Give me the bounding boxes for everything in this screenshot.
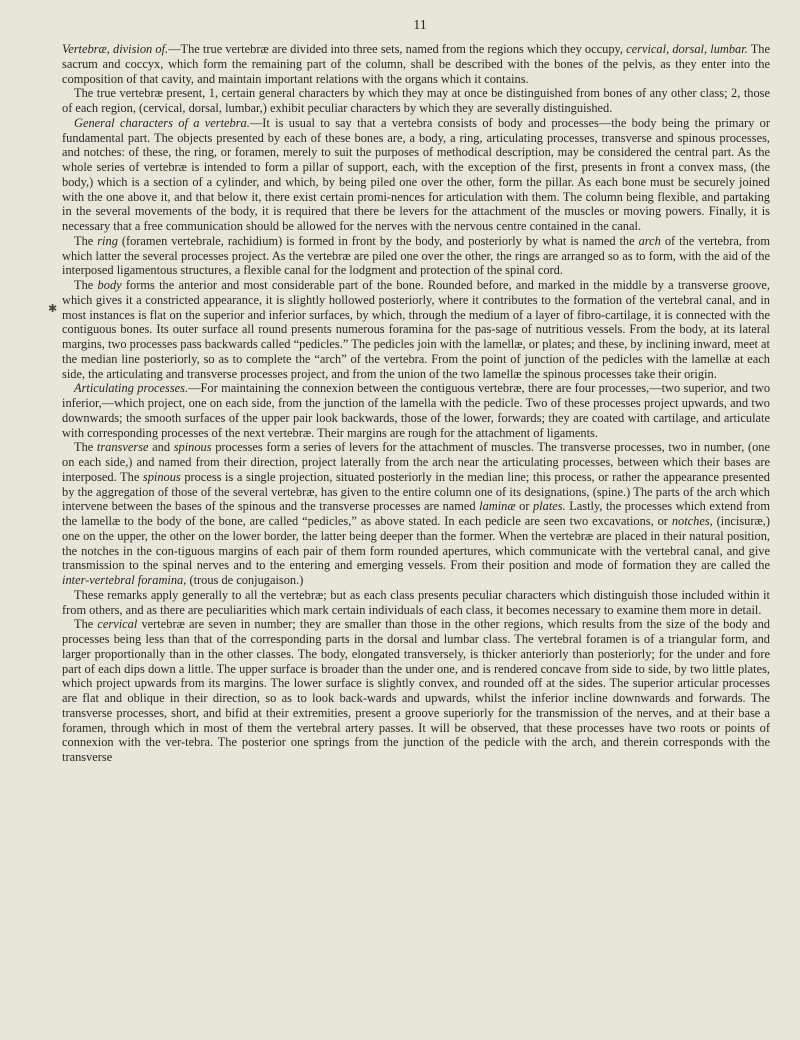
italic-run: Articulating processes. <box>74 381 189 396</box>
paragraph <box>62 234 770 278</box>
text-run: —The true vertebræ are divided into three sets, named from the regions which they occupy, <box>168 42 627 56</box>
paragraph <box>62 617 770 765</box>
paragraph <box>62 42 770 86</box>
paragraph <box>62 588 770 618</box>
italic-run: spinous <box>173 440 212 455</box>
text-run: processes form a series of levers for the attachment of muscles. The transverse processes, two in number, (one on each side,) and named from their direction, project laterally from the arch near the articulating processes, between which their bases are interposed. The <box>62 440 770 484</box>
italic-run: General characters of a vertebra. <box>74 115 250 130</box>
body-text <box>62 42 770 765</box>
text-run: (incisuræ,) one on the upper, the other on the lower border, the latter being deeper than the former. When the vertebræ are placed in their natural position, the notches in the con-tiguous margins of each pair of them form rounded apertures, which communicate with the vertebral canal, and give transmission to the spinal nerves and to the entering and emerging vessels. From their position and mode of formation they are called the <box>62 514 770 573</box>
italic-run: arch <box>638 233 661 248</box>
italic-run: transverse <box>96 440 149 455</box>
paragraph <box>62 278 770 381</box>
italic-run: plates. <box>532 499 566 514</box>
text-run: process is a single projection, situated posteriorly in the median line; this process, or rather the appearance presented by the aggregation of those of the several vertebræ, has given to the entire column one of its designations, (spine.) The parts of the arch which intervene between the bases of the spinous and the transverse processes are named <box>62 469 770 514</box>
italic-run: ring <box>97 233 118 248</box>
text-run: The <box>74 278 98 292</box>
text-run: Lastly, the processes which extend from the lamellæ to the body of the bone, are called “pedicles,” as above stated. In each pedicle are seen two excavations, or <box>62 499 770 528</box>
text-run: The <box>74 233 98 248</box>
italic-run: Vertebræ, division of. <box>62 42 169 56</box>
text-run: (trous de conjugaison.) <box>186 573 304 587</box>
italic-run: cervical, dorsal, lumbar. <box>626 42 748 56</box>
text-run: These remarks apply generally to all the vertebræ; but as each class presents peculiar characters which distinguish those included within it from others, and as there are peculiarities which mark certain individuals of each class, it becomes necessary to examine them more in detail. <box>62 587 770 617</box>
text-run: or <box>515 499 533 514</box>
italic-run: body <box>97 278 122 292</box>
text-run: vertebræ are seven in number; they are smaller than those in the other regions, which results from the size of the body and processes being less than that of the corresponding parts in the dorsal and lumbar class. The vertebral foramen is of a triangular form, and larger proportionally than in the other classes. The body, elongated transversely, is thicker anteriorly than posteriorly; for the under and fore part of each dips down a little. The upper surface is broader than the under one, and is rendered concave from side to side, by two little plates, which project upwards from its margins. The lower surface is slightly convex, and rounded off at the sides. The superior articular processes are flat and oblique in their direction, so as to look back-wards and upwards, whilst the inferior incline downwards and forwards. The transverse processes, short, and bifid at their extremities, present a groove superiorly for the transmission of the nerves, and at their base a foramen, through which in most of them the vertebral artery passes. It will be observed, that these processes have two roots or points of connexion with the ver-tebra. The posterior one springs from the junction of the pedicle with the arch, and therein corresponds with the transverse <box>62 617 770 764</box>
paragraph <box>62 86 770 116</box>
paragraph <box>62 116 770 234</box>
page-number: 11 <box>413 18 427 33</box>
italic-run: cervical <box>97 617 138 632</box>
italic-run: laminæ <box>479 499 516 514</box>
text-run: The sacrum and coccyx, which form the remaining part of the column, shall be described with the bones of the pelvis, as they enter into the composition of that cavity, and maintain important relations with the organs which it contains. <box>62 42 770 86</box>
text-run: The <box>74 440 97 455</box>
italic-run: notches, <box>671 514 713 528</box>
paragraph <box>62 381 770 440</box>
italic-run: inter-vertebral foramina, <box>62 573 187 587</box>
paragraph <box>62 440 770 588</box>
text-run: —For maintaining the connexion between the contiguous vertebræ, there are four processes,—two superior, and two inferior,—which project, one on each side, from the junction of the lamella with the pedicle. Two of these processes project upwards, and two downwards; the smooth surfaces of the upper pair look backwards, those of the lower, forwards; they are coated with cartilage, and articulate with corresponding processes of the next vertebræ. Their margins are rough for the attachment of ligaments. <box>62 381 771 440</box>
text-run: The true vertebræ present, 1, certain general characters by which they may at once be distinguished from bones of any other class; 2, those of each region, (cervical, dorsal, lumbar,) exhibit peculiar characters by which they are severally distinguished. <box>62 86 770 115</box>
italic-run: spinous <box>142 469 181 484</box>
text-run: and <box>148 440 174 455</box>
text-run: The <box>74 617 98 632</box>
text-run: —It is usual to say that a vertebra consists of body and processes—the body being the primary or fundamental part. The objects presented by each of these bones are, a body, a ring, articulating processes, transverse and spinous processes, and notches: of these, the ring, or foramen, merely to suit the purposes of methodical description, may be considered the central part. As the whole series of vertebræ is intended to form a pillar of support, each, with the exception of the first, presents in front a convex mass, (the body,) which is a section of a cylinder, and which, by being piled one over the other, form the pillar. As each bone must be securely joined with the one above it, and that below it, there exist certain promi-nences for articulation with them. The column being flexible, and partaking in the several movements of the body, it is required that there be levers for the attachment of the muscles or moving powers. Finally, it is necessary that a free communication should be allowed for the nerves with the nervous centre contained in the canal. <box>62 115 770 233</box>
text-run: of the vertebra, from which latter the several processes project. As the vertebræ are piled one over the other, the rings are arranged so as to form, with the aid of the interposed ligamentous structures, a flexible canal for the lodgment and protection of the spinal cord. <box>62 233 770 278</box>
margin-mark: ✱ <box>48 303 58 315</box>
text-run: forms the anterior and most considerable part of the bone. Rounded before, and marked in the middle by a transverse groove, which gives it a constricted appearance, it is slightly hollowed posteriorly, where it contributes to the formation of the vertebral canal, and in most instances is flat on the superior and inferior surfaces, by which, through the medium of a layer of fibro-cartilage, it is connected with the contiguous bones. Its outer surface all round presents numerous foramina for the pas-sage of nutritious vessels. From the body, at its lateral margins, two processes pass backwards called “pedicles.” The pedicles join with the lamellæ, or plates; and these, by inclining inward, meet at the median line posteriorly, so as to complete the “arch” of the vertebra. From the point of junction of the pedicles with the lamellæ at each side, the articulating and transverse processes project, and from the union of the two lamellæ the spinous processes take their origin. <box>62 278 770 381</box>
text-run: (foramen vertebrale, rachidium) is formed in front by the body, and posteriorly by what is named the <box>117 233 639 248</box>
